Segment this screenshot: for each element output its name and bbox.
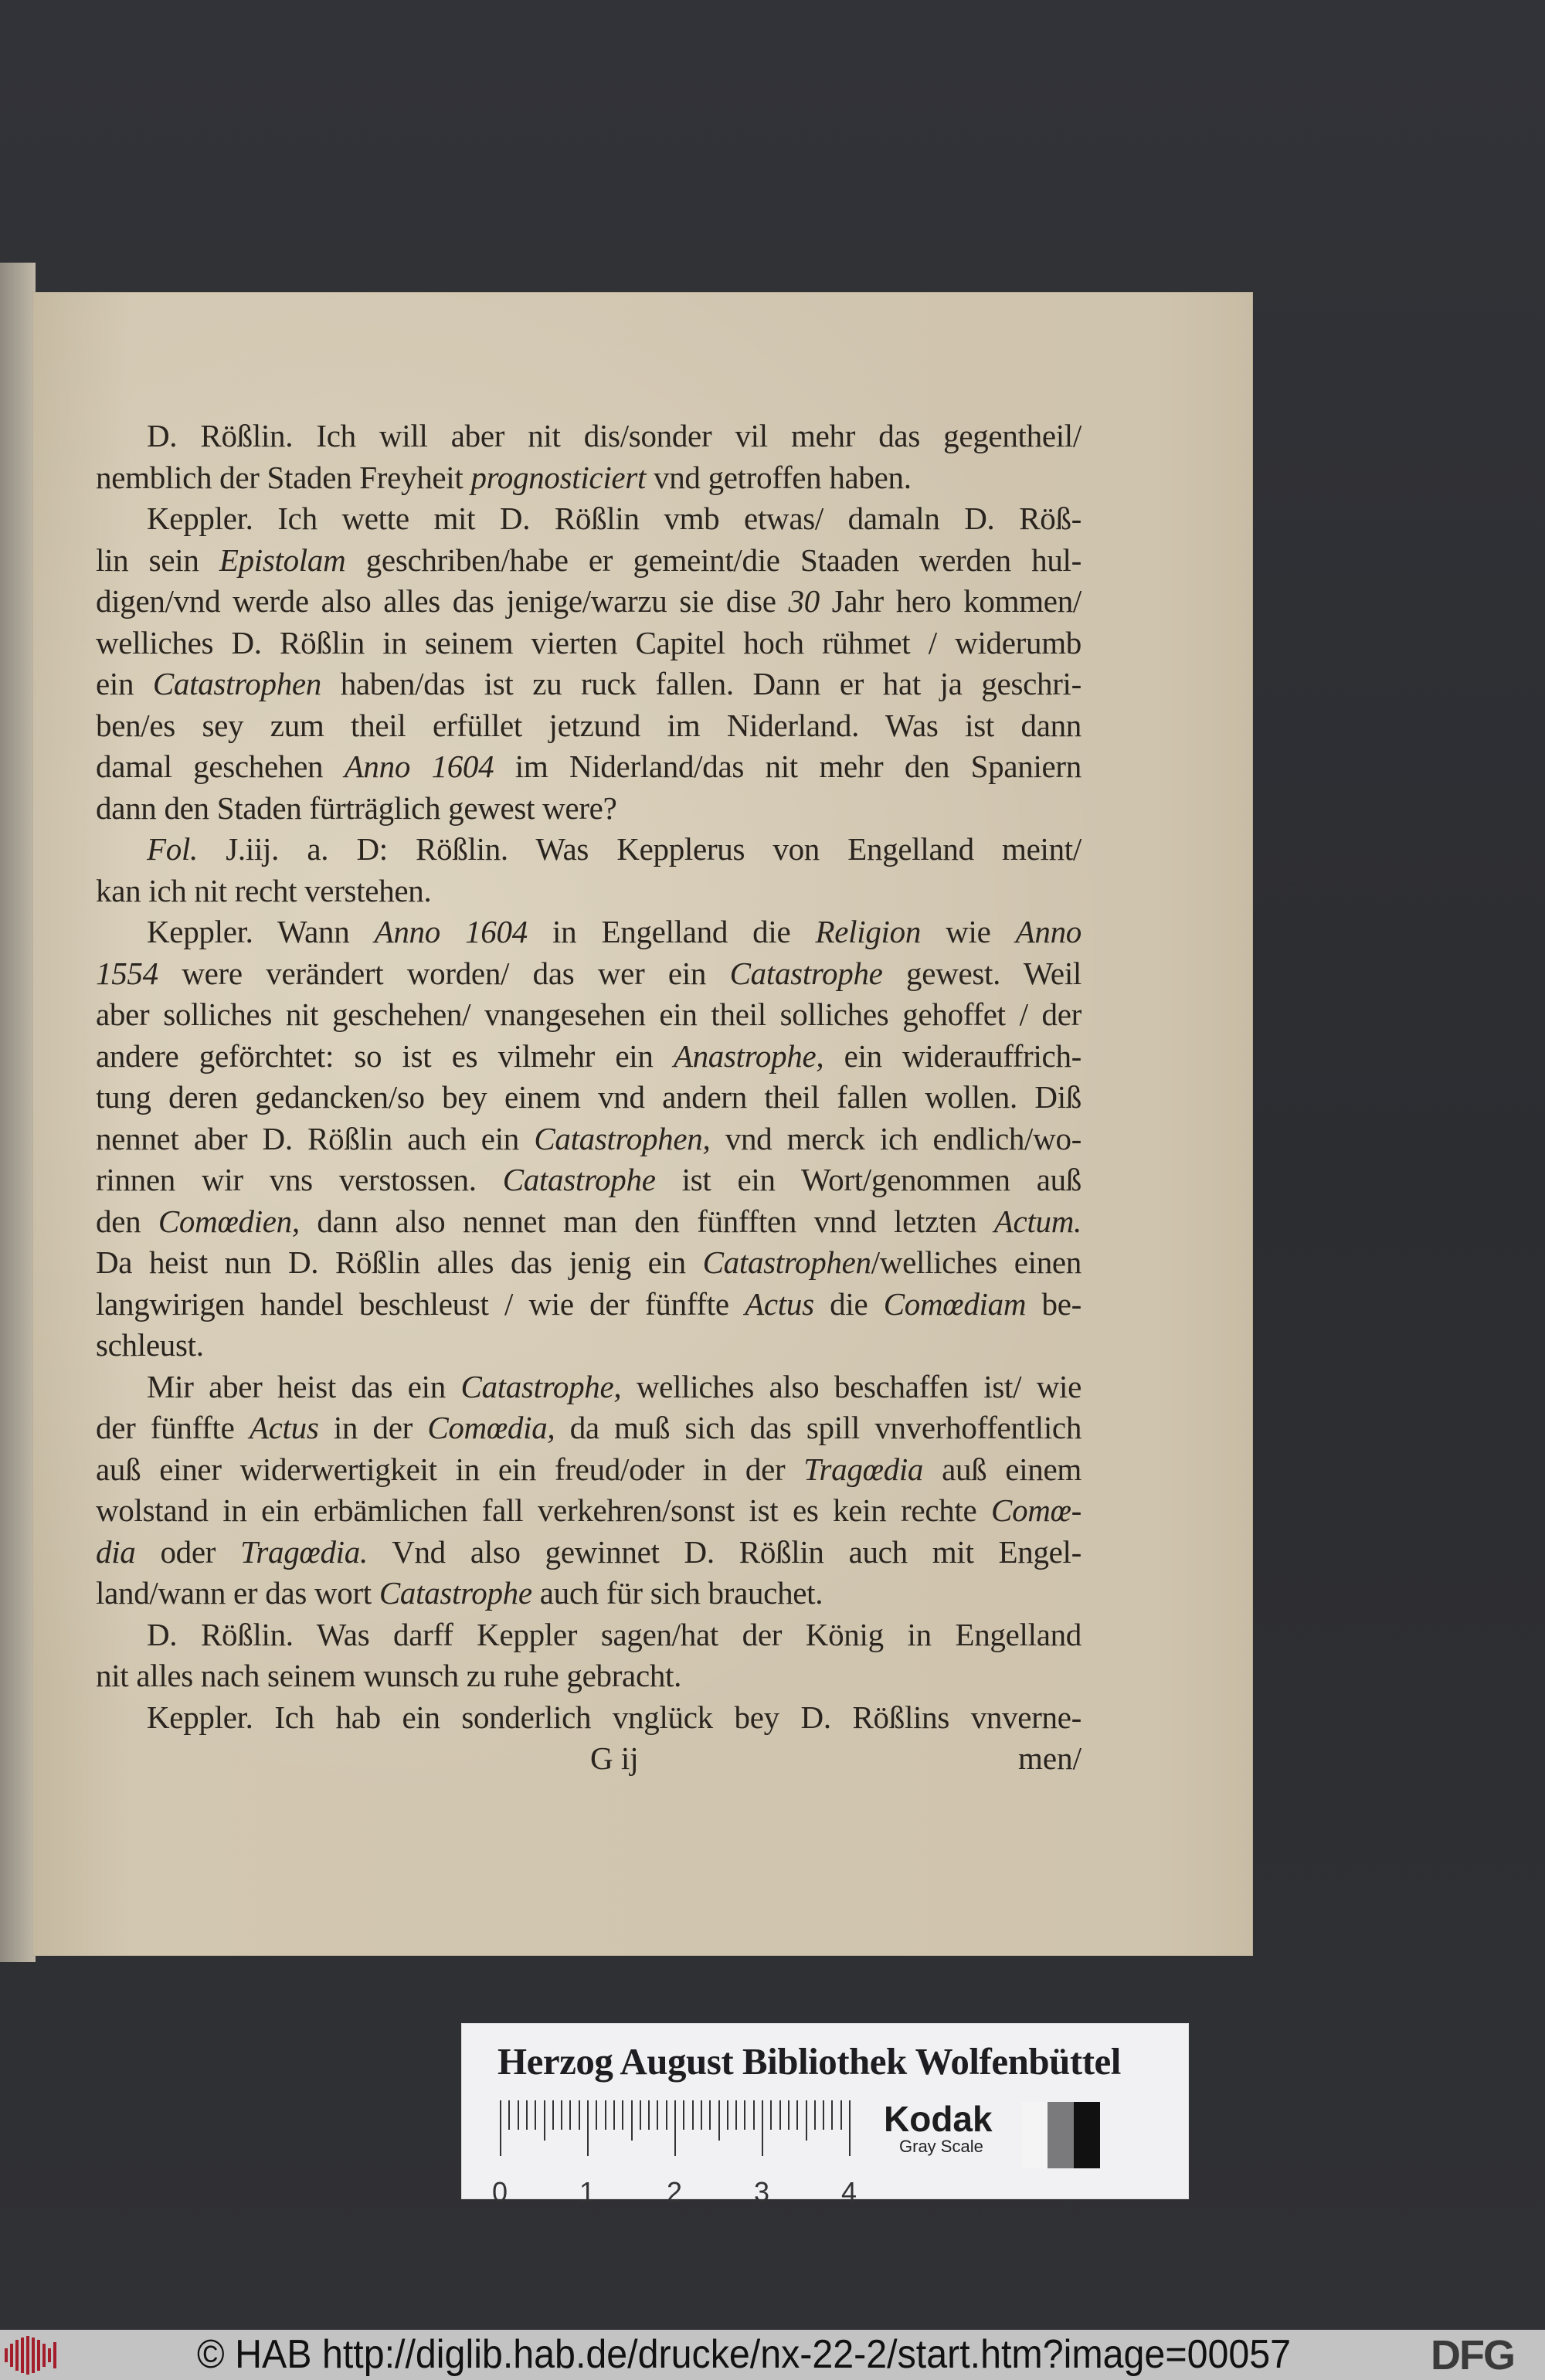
latin-term: Anno [1015,914,1082,949]
text-segment: damal geschehen [96,749,345,784]
text-segment: nennet aber D. Rößlin auch ein [96,1120,535,1156]
library-name: Herzog August Bibliothek Wolfenbüttel [497,2040,1121,2083]
text-segment: oder [135,1533,241,1570]
catchword: men/ [1018,1740,1082,1776]
text-segment: Vnd also gewinnet D. Rößlin auch mit Engel- [367,1533,1082,1570]
ruler-tick [770,2100,772,2130]
text-segment: lin sein [96,542,219,578]
ruler-tick [605,2100,606,2130]
latin-term: Catastrophen [702,1244,871,1280]
text-segment: D. Rößlin. Ich will aber nit dis/sonder vil mehr das gegentheil/ [147,418,1082,453]
ruler-tick [622,2100,623,2130]
text-line [96,912,1082,953]
text-segment: welliches also beschaffen ist/ wie [621,1368,1082,1404]
text-line [96,1449,1082,1491]
text-segment: gewest. Weil [882,955,1082,991]
text-segment: be- [1026,1285,1082,1322]
text-line [96,416,1082,457]
latin-term: Actum. [993,1203,1082,1239]
text-line [96,1367,1082,1408]
text-segment: Keppler. Ich hab ein sonderlich vnglück bey D. Rößlins vnverne- [147,1699,1082,1735]
latin-term: Religion [815,914,922,949]
signature-mark: G ij [590,1740,639,1776]
adjacent-page-edge [0,263,36,1962]
latin-term: Catastrophe [379,1575,532,1611]
text-segment: auß einer widerwertigkeit in ein freud/oder in der [96,1451,804,1487]
text-line [96,1490,1082,1532]
text-segment: da muß sich das spill vnverhoffentlich [555,1410,1082,1445]
text-line [96,1655,1082,1697]
text-segment: vnd merck ich endlich/wo- [710,1120,1082,1156]
text-segment: wolstand in ein erbämlichen fall verkehren/sonst ist es kein rechte [96,1492,992,1528]
ruler-tick [535,2100,536,2130]
text-segment: in Engelland die [527,914,816,949]
ruler-tick [814,2100,816,2130]
text-line [96,1614,1082,1656]
text-segment: were verändert worden/ das wer ein [158,955,730,991]
text-line [96,1119,1082,1160]
text-line [96,623,1082,664]
hab-logo-icon [5,2336,65,2375]
text-segment: langwirigen handel beschleust / wie der fünffte [96,1285,745,1322]
library-color-scale-label [461,2023,1189,2208]
gray-patch [1048,2102,1074,2168]
latin-term: Comœ- [991,1492,1082,1528]
text-segment: Jahr hero kommen/ [819,583,1082,619]
text-segment: geschriben/habe er gemeint/die Staaden werden hul- [345,542,1082,578]
text-segment: wie [921,914,1016,949]
latin-term: prognosticiert [470,459,647,495]
text-segment: den [96,1203,158,1239]
ruler-tick [779,2100,781,2130]
text-segment: welliches D. Rößlin in seinem vierten Capitel hoch rühmet / widerumb [96,624,1082,660]
text-segment: tung deren gedancken/so bey einem vnd andern theil fallen wollen. Diß [96,1079,1082,1115]
page-footer-line [96,1738,1082,1780]
ruler-tick [526,2100,528,2130]
latin-term: Comœdia, [427,1410,555,1445]
text-line [96,1284,1082,1326]
ruler-number: 2 [666,2176,683,2208]
text-segment: /welliches einen [871,1244,1082,1280]
text-segment: Mir aber heist das ein [147,1368,461,1404]
text-segment: vnd getroffen haben. [646,459,912,495]
ruler-tick [657,2100,658,2130]
text-line [96,953,1082,995]
gray-patch [1074,2102,1100,2168]
text-line [96,498,1082,540]
latin-term: Tragœdia. [240,1533,368,1570]
text-segment: Keppler. Wann [147,914,375,949]
latin-term: Actus [745,1285,814,1322]
text-line [96,540,1082,582]
text-segment: D. Rößlin. Was darff Keppler sagen/hat der König in Engelland [147,1616,1082,1652]
latin-term: Epistolam [219,542,346,578]
gray-scale-caption: Gray Scale [899,2137,983,2156]
text-line [96,1159,1082,1201]
text-segment: kan ich nit recht verstehen. [96,872,432,908]
ruler-tick [831,2100,833,2130]
ruler-tick [569,2100,571,2130]
footer-bar [0,2330,1545,2380]
text-line [96,457,1082,499]
text-segment: auß einem [923,1451,1082,1487]
ruler-tick [788,2100,789,2130]
ruler-tick [683,2100,684,2130]
text-line [96,994,1082,1036]
ruler-number: 3 [753,2176,770,2208]
text-line [96,705,1082,747]
text-segment: die [813,1285,884,1322]
text-line [96,1077,1082,1119]
text-line [96,746,1082,788]
text-segment: andere geförchtet: so ist es vilmehr ein [96,1037,674,1074]
latin-term: Anno 1604 [374,914,528,949]
latin-term: Anastrophe, [673,1037,824,1074]
ruler-tick [674,2100,676,2156]
latin-term: Anno 1604 [344,749,494,784]
text-segment: ben/es sey zum theil erfüllet jetzund im Niderland. Was ist dann [96,707,1082,743]
ruler-tick [701,2100,702,2130]
latin-term: Comœdien, [158,1203,300,1239]
ruler-tick [753,2100,755,2130]
latin-term: 1554 [96,955,158,991]
text-segment: J.iij. a. D: Rößlin. Was Kepplerus von Engelland meint/ [198,831,1082,867]
ruler-tick [596,2100,597,2130]
ruler-tick [666,2100,667,2130]
dfg-logo: DFG [1431,2332,1514,2378]
text-line [96,1573,1082,1614]
text-segment: Keppler. Ich wette mit D. Rößlin vmb etwas/ damaln D. Röß- [147,501,1082,536]
ruler-tick [561,2100,562,2130]
ruler-tick [631,2100,633,2141]
text-line [96,871,1082,912]
latin-term: Actus [249,1410,319,1445]
text-segment: dann den Staden fürträglich gewest were? [96,789,617,826]
gray-patch [1021,2102,1049,2168]
text-line [96,1407,1082,1449]
ruler-tick [727,2100,728,2130]
latin-term: 30 [788,583,820,619]
text-line [96,788,1082,830]
text-segment: ist ein Wort/genommen auß [655,1162,1082,1197]
text-line [96,1532,1082,1574]
ruler-tick [648,2100,650,2130]
ruler-tick [735,2100,737,2130]
ruler-tick [613,2100,615,2130]
ruler-tick [806,2100,807,2141]
text-segment: der fünffte [96,1410,250,1445]
ruler-tick [796,2100,798,2130]
ruler-tick [840,2100,842,2130]
ruler-number: 0 [491,2176,508,2208]
text-segment: in der [318,1410,428,1445]
text-segment: Da heist nun D. Rößlin alles das jenig ein [96,1244,703,1280]
text-segment: land/wann er das wort [96,1575,379,1611]
text-segment: ein [96,666,153,701]
ruler-tick [718,2100,720,2141]
ruler-tick [508,2100,510,2130]
text-line [96,1242,1082,1284]
text-segment: ein widerauffrich- [823,1037,1082,1074]
ruler-tick [552,2100,554,2130]
text-line [96,1201,1082,1243]
text-line [96,829,1082,871]
latin-term: Catastrophe [502,1162,656,1197]
text-line [96,1036,1082,1078]
ruler-number: 4 [840,2176,857,2208]
ruler-tick [544,2100,545,2141]
ruler-tick [587,2100,589,2156]
ruler-tick [744,2100,745,2130]
ruler-tick [849,2100,851,2156]
text-line [96,1697,1082,1739]
copyright-url[interactable]: © HAB http://diglib.hab.de/drucke/nx-22-2/start.htm?image=00057 [197,2332,1292,2377]
latin-term: Catastrophe, [460,1368,622,1404]
latin-term: Fol. [147,831,198,867]
text-segment: digen/vnd werde also alles das jenige/warzu sie dise [96,583,789,619]
ruler-tick [579,2100,580,2130]
text-segment: rinnen wir vns verstossen. [96,1162,503,1197]
latin-term: Tragœdia [803,1451,924,1487]
text-line [96,664,1082,705]
text-line [96,581,1082,623]
text-segment: schleust. [96,1327,204,1363]
latin-term: Comœdiam [883,1285,1027,1322]
kodak-brand: Kodak [884,2099,993,2139]
text-segment: nemblich der Staden Freyheit [96,459,471,495]
text-line [96,1325,1082,1367]
text-segment: dann also nennet man den fünfften vnnd letzten [299,1203,994,1239]
text-segment: im Niderland/das nit mehr den Spaniern [494,749,1082,784]
ruler-tick [692,2100,694,2130]
latin-term: Catastrophe [729,955,883,991]
ruler-tick [823,2100,824,2130]
ruler-tick [518,2100,519,2130]
latin-term: dia [96,1533,136,1570]
ruler-tick [500,2100,501,2156]
text-segment: haben/das ist zu ruck fallen. Dann er hat ja geschri- [321,666,1082,701]
text-segment: auch für sich brauchet. [531,1575,823,1611]
ruler-number: 1 [579,2176,596,2208]
latin-term: Catastrophen, [534,1120,711,1156]
ruler-tick [709,2100,711,2130]
latin-term: Catastrophen [152,666,322,701]
ruler-tick [640,2100,641,2130]
ruler-scale [491,2100,857,2208]
page-text [96,416,1082,1780]
ruler-tick [762,2100,763,2156]
text-segment: aber solliches nit geschehen/ vnangesehen ein theil solliches gehoffet / der [96,996,1082,1032]
text-segment: nit alles nach seinem wunsch zu ruhe gebracht. [96,1658,682,1693]
